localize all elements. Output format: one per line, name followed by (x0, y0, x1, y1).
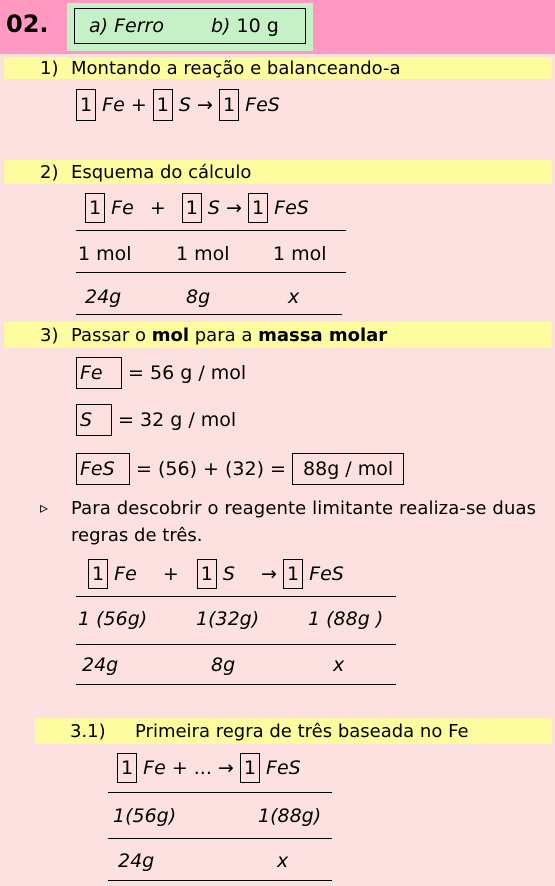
title-bold: mol (151, 325, 190, 346)
divider (76, 272, 346, 273)
step31-mass-1: 24g (118, 850, 155, 872)
divider (76, 684, 396, 685)
step3-molar-3: 1 (88g ) (308, 608, 384, 630)
step3-title (71, 325, 387, 346)
molar-mass-expr: = (56) + (32) = (136, 458, 286, 480)
species-s: S (178, 94, 191, 116)
plus-sign: + (162, 563, 179, 585)
arrow: → (261, 563, 277, 585)
coef-box: 1 (197, 559, 217, 589)
step3-number: 3) (40, 325, 59, 346)
step31-mass-2: x (277, 850, 289, 872)
coef-box: 1 (240, 753, 260, 783)
ellipsis-arrow: + ... → (171, 757, 234, 779)
step1-title: Montando a reação e balanceando-a (71, 58, 401, 79)
coef-box: 1 (88, 559, 108, 589)
step1-equation (76, 89, 280, 121)
answer-a-value: Ferro (114, 15, 164, 37)
plus-sign: + (130, 94, 147, 116)
divider (76, 314, 342, 315)
species-fes: FeS (245, 94, 280, 116)
molar-mass-fe (76, 357, 246, 389)
species-fes: FeS (309, 563, 344, 585)
step2-mass-1: 24g (85, 286, 122, 308)
divider (108, 792, 332, 793)
molar-mass-fes (76, 453, 404, 485)
step3-equation (88, 559, 344, 589)
divider (108, 838, 332, 839)
coef-box: 1 (153, 89, 173, 121)
coef-box: 1 (117, 753, 137, 783)
species-fe: Fe (143, 757, 166, 779)
coef-box: 1 (182, 193, 202, 223)
title-bold: massa molar (258, 325, 388, 346)
step31-molar-2: 1(88g) (258, 805, 322, 827)
symbol-box: Fe (76, 357, 122, 389)
divider (108, 880, 332, 881)
coef-box: 1 (283, 559, 303, 589)
answer-b-value: 10 g (236, 15, 279, 37)
species-fe: Fe (111, 197, 134, 219)
step1-number: 1) (40, 58, 59, 79)
coef-box: 1 (248, 193, 268, 223)
exercise-number: 02. (6, 10, 49, 38)
step2-mass-3: x (288, 286, 300, 308)
step31-molar-1: 1(56g) (113, 805, 177, 827)
step2-mol-1: 1 mol (78, 243, 132, 265)
molar-mass-value: = 32 g / mol (118, 409, 237, 431)
plus-sign: + (149, 197, 166, 219)
step3-molar-2: 1(32g) (196, 608, 260, 630)
divider (76, 596, 396, 597)
species-s: S (222, 563, 235, 585)
species-fes: FeS (274, 197, 309, 219)
species-s: S (207, 197, 220, 219)
species-fes: FeS (266, 757, 301, 779)
answer-b-label: b) (211, 15, 231, 37)
answer-a-label: a) (89, 15, 109, 37)
step3-molar-1: 1 (56g) (78, 608, 148, 630)
answer-b (211, 15, 279, 37)
step31-equation (117, 753, 301, 783)
symbol-box: FeS (76, 453, 130, 485)
divider (76, 644, 396, 645)
symbol-box: S (76, 404, 112, 436)
step31-number: 3.1) (70, 721, 106, 742)
step2-number: 2) (40, 162, 59, 183)
molar-mass-s (76, 404, 236, 436)
title-text: Passar o (71, 325, 152, 346)
coef-box: 1 (219, 89, 239, 121)
species-fe: Fe (102, 94, 125, 116)
species-fe: Fe (114, 563, 137, 585)
note-line-1: Para descobrir o reagente limitante realiza-se duas (71, 498, 537, 519)
title-text: para a (189, 325, 259, 346)
divider (76, 230, 346, 231)
answer-a (89, 15, 164, 37)
step2-equation (85, 193, 309, 223)
step3-mass-2: 8g (211, 654, 236, 676)
step3-mass-3: x (333, 654, 345, 676)
bullet-icon: ▹ (40, 498, 49, 517)
coef-box: 1 (85, 193, 105, 223)
molar-mass-result: 88g / mol (292, 453, 404, 485)
step2-title: Esquema do cálculo (71, 162, 252, 183)
molar-mass-value: = 56 g / mol (128, 362, 247, 384)
step31-title: Primeira regra de três baseada no Fe (135, 721, 469, 742)
coef-box: 1 (76, 89, 96, 121)
step2-mol-3: 1 mol (273, 243, 327, 265)
step2-mol-2: 1 mol (176, 243, 230, 265)
arrow: → (197, 94, 213, 116)
arrow: → (226, 197, 242, 219)
step2-mass-2: 8g (186, 286, 211, 308)
step3-mass-1: 24g (82, 654, 119, 676)
note-line-2: regras de três. (71, 525, 203, 546)
